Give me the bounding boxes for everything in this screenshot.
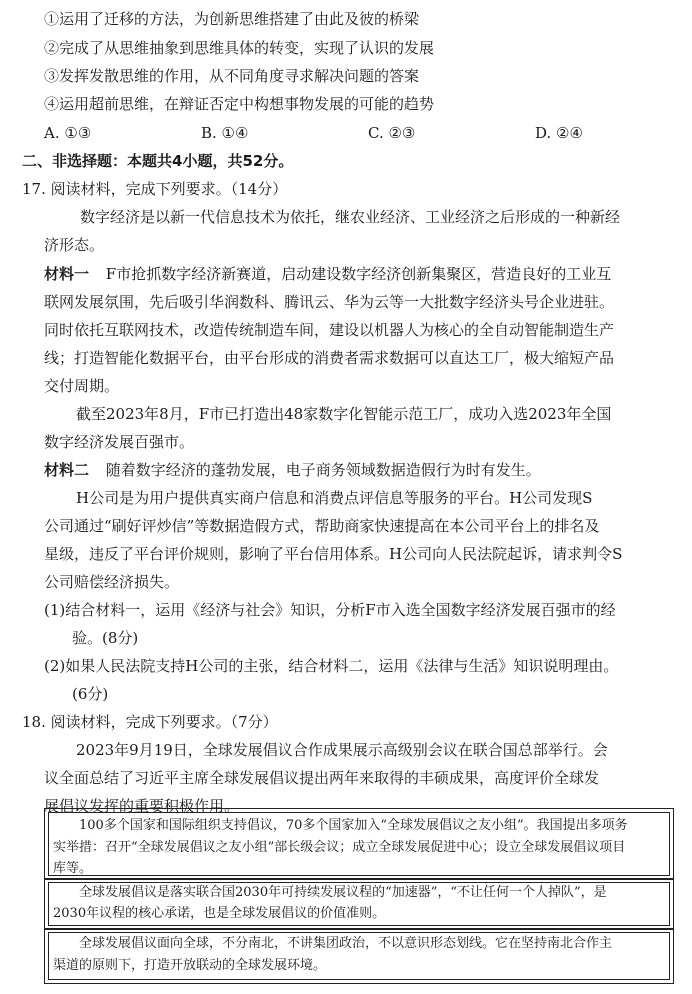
material-2-line: H公司是为用户提供真实商户信息和消费点评信息等服务的平台。H公司发现S (76, 489, 593, 507)
material-1-line (44, 263, 611, 285)
q17-intro-line: 济形态。 (44, 236, 105, 254)
material-box-2 (44, 878, 674, 930)
box-3-line: 渠道的原则下，打造开放联动的全球发展环境。 (53, 958, 327, 973)
material-1-line: 同时依托互联网技术，改造传统制造车间，建设以机器人为核心的全自动智能制造生产 (44, 321, 615, 339)
material-2-line (44, 459, 541, 481)
material-1-label: 材料一 (44, 265, 90, 283)
material-1-line: 线；打造智能化数据平台，由平台形成的消费者需求数据可以直达工厂，极大缩短产品 (44, 349, 615, 367)
material-1-line: 交付周期。 (44, 377, 120, 395)
material-1-line: 数字经济发展百强市。 (44, 433, 195, 451)
option-a: A. ①③ (44, 124, 92, 142)
material-box-1-inner (48, 812, 670, 876)
q17-intro-line: 数字经济是以新一代信息技术为依托，继农业经济、工业经济之后形成的一种新经 (80, 208, 621, 226)
material-box-2-inner (48, 882, 670, 926)
choice-3: ③发挥发散思维的作用，从不同角度寻求解决问题的答案 (44, 67, 420, 85)
q18-stem: 18. 阅读材料，完成下列要求。（7分） (22, 713, 278, 731)
box-2-line: 2030年议程的核心承诺，也是全球发展倡议的价值准则。 (53, 906, 386, 921)
choice-1: ①运用了迁移的方法，为创新思维搭建了由此及彼的桥梁 (44, 10, 420, 28)
material-2-line: 星级，违反了平台评价规则，影响了平台信用体系。H公司向人民法院起诉，请求判令S (44, 545, 623, 563)
option-c: C. ②③ (368, 124, 416, 142)
material-2-line: 公司赔偿经济损失。 (44, 573, 180, 591)
material-box-3-inner (48, 932, 670, 980)
box-3-line: 全球发展倡议面向全球，不分南北，不讲集团政治，不以意识形态划线。它在坚持南北合作主 (79, 936, 613, 951)
box-2-line: 全球发展倡议是落实联合国2030年可持续发展议程的“加速器”，“不让任何一个人掉队”，是 (79, 885, 607, 900)
q18-intro-line: 展倡议发挥的重要积极作用。 (44, 797, 240, 815)
box-1-line: 100多个国家和国际组织支持倡议，70多个国家加入“全球发展倡议之友小组”。我国提出多项务 (79, 818, 628, 833)
box-1-line: 实举措：召开“全球发展倡议之友小组”部长级会议；成立全球发展促进中心；设立全球发展倡议项目 (53, 840, 626, 855)
q17-sub1: 验。(8分) (72, 629, 139, 647)
q18-intro-line: 议全面总结了习近平主席全球发展倡议提出两年来取得的丰硕成果，高度评价全球发 (44, 769, 600, 787)
option-d: D. ②④ (535, 124, 583, 142)
q17-stem: 17. 阅读材料，完成下列要求。（14分） (22, 180, 288, 198)
option-b: B. ①④ (201, 124, 249, 142)
material-1-line: 截至2023年8月，F市已打造出48家数字化智能示范工厂，成功入选2023年全国 (76, 405, 612, 423)
material-2-label: 材料二 (44, 461, 90, 479)
material-box-1 (44, 808, 674, 880)
material-1-text: F市抢抓数字经济新赛道，启动建设数字经济创新集聚区，营造良好的工业互 (105, 265, 612, 283)
material-box-3 (44, 928, 674, 984)
box-1-line: 库等。 (53, 861, 93, 876)
material-2-text: 随着数字经济的蓬勃发展，电子商务领域数据造假行为时有发生。 (105, 461, 541, 479)
q17-sub2: (6分) (72, 685, 109, 703)
q17-sub1: (1)结合材料一，运用《经济与社会》知识，分析F市入选全国数字经济发展百强市的经 (44, 601, 616, 619)
choice-4: ④运用超前思维，在辩证否定中构想事物发展的可能的趋势 (44, 95, 435, 113)
q18-intro-line: 2023年9月19日，全球发展倡议合作成果展示高级别会议在联合国总部举行。会 (76, 741, 608, 759)
material-2-line: 公司通过“刷好评炒信”等数据造假方式，帮助商家快速提高在本公司平台上的排名及 (44, 517, 600, 535)
q17-sub2: (2)如果人民法院支持H公司的主张，结合材料二，运用《法律与生活》知识说明理由。 (44, 657, 619, 675)
material-1-line: 联网发展氛围，先后吸引华润数科、腾讯云、华为云等一大批数字经济头号企业进驻。 (44, 293, 615, 311)
section-title: 二、非选择题：本题共4小题，共52分。 (22, 152, 294, 170)
choice-2: ②完成了从思维抽象到思维具体的转变，实现了认识的发展 (44, 39, 435, 57)
